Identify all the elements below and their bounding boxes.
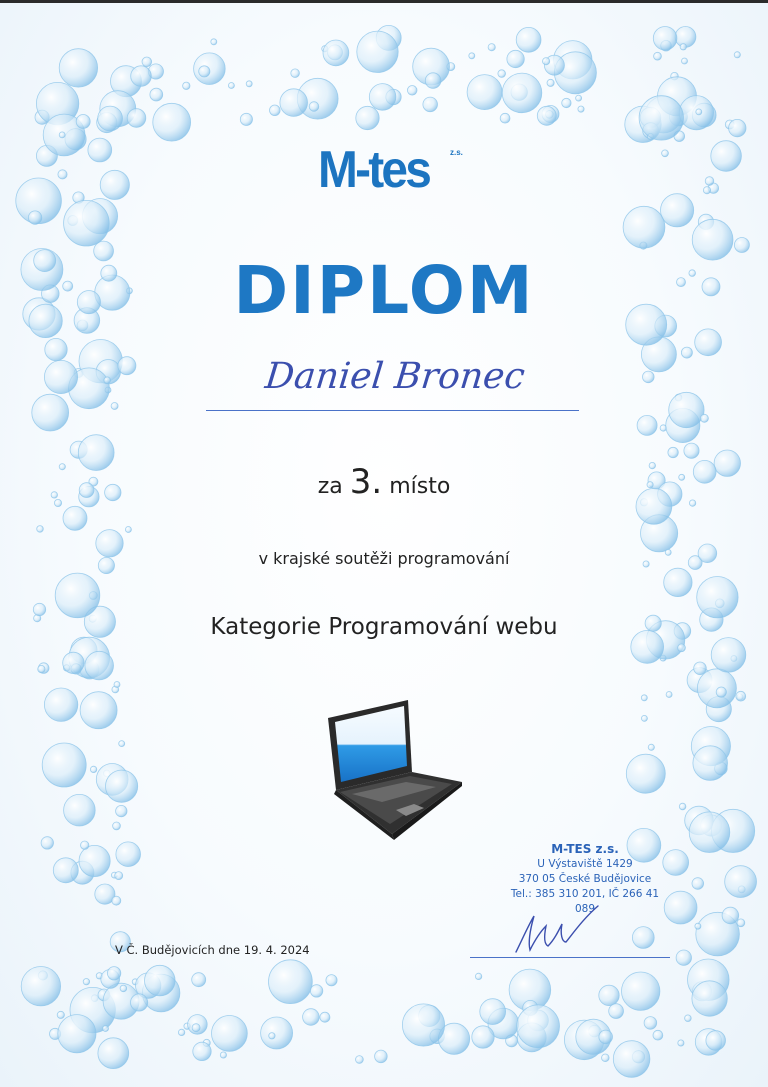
bubble-decoration: [83, 979, 89, 985]
bubble-decoration: [684, 443, 699, 458]
bubble-decoration: [303, 1009, 320, 1026]
bubble-decoration: [578, 106, 584, 112]
organizer-city: 370 05 České Budějovice: [518, 873, 652, 885]
bubble-decoration: [626, 754, 665, 793]
bubble-decoration: [517, 1005, 560, 1048]
bubble-decoration: [21, 967, 60, 1006]
bubble-decoration: [114, 682, 120, 688]
bubble-decoration: [716, 687, 726, 697]
bubble-decoration: [320, 1012, 330, 1022]
bubble-decoration: [85, 651, 114, 680]
bubble-decoration: [666, 692, 672, 698]
bubble-decoration: [722, 907, 739, 924]
bubble-decoration: [106, 770, 138, 802]
bubble-decoration: [76, 115, 90, 129]
bubble-decoration: [516, 27, 541, 52]
bubble-decoration: [64, 200, 110, 246]
bubble-decoration: [38, 665, 45, 672]
bubble-decoration: [682, 58, 688, 64]
bubble-decoration: [125, 527, 131, 533]
bubble-decoration: [44, 360, 77, 393]
bubble-decoration: [220, 1052, 226, 1058]
bubble-decoration: [467, 75, 502, 110]
bubble-decoration: [599, 985, 619, 1005]
bubble-decoration: [280, 89, 308, 117]
bubble-decoration: [547, 79, 554, 86]
bubble-decoration: [425, 73, 441, 89]
bubble-decoration: [45, 338, 67, 360]
bubble-decoration: [664, 568, 692, 596]
bubble-decoration: [537, 106, 556, 125]
bubble-decoration: [609, 1004, 624, 1019]
bubble-decoration: [192, 973, 206, 987]
bubble-decoration: [736, 691, 746, 701]
bubble-decoration: [654, 52, 662, 60]
bubble-decoration: [178, 1029, 184, 1035]
bubble-decoration: [729, 119, 746, 136]
bubble-decoration: [142, 57, 152, 67]
bubble-decoration: [199, 66, 210, 77]
bubble-decoration: [240, 113, 252, 125]
bubble-decoration: [153, 103, 191, 141]
bubble-decoration: [58, 1015, 96, 1053]
bubble-decoration: [112, 896, 121, 905]
bubble-decoration: [680, 44, 686, 50]
bubble-decoration: [693, 746, 728, 781]
bubble-decoration: [681, 347, 692, 358]
bubble-decoration: [90, 766, 96, 772]
bubble-decoration: [696, 109, 702, 115]
bubble-decoration: [678, 644, 686, 652]
organizer-street: U Výstaviště 1429: [537, 858, 633, 870]
bubble-decoration: [369, 84, 396, 111]
bubble-decoration: [472, 1026, 494, 1048]
diploma-title: DIPLOM: [233, 252, 535, 329]
bubble-decoration: [116, 805, 127, 816]
bubble-decoration: [211, 39, 217, 45]
bubble-decoration: [734, 52, 740, 58]
bubble-decoration: [98, 1038, 129, 1069]
bubble-decoration: [469, 53, 475, 59]
bubble-decoration: [613, 1041, 650, 1078]
category-text: Kategorie Programování webu: [210, 614, 558, 640]
bubble-decoration: [80, 692, 117, 729]
bubble-decoration: [37, 526, 44, 533]
bubble-decoration: [692, 878, 704, 890]
bubble-decoration: [543, 58, 550, 65]
bubble-decoration: [507, 50, 524, 67]
bubble-decoration: [599, 1030, 613, 1044]
bubble-decoration: [64, 794, 96, 826]
bubble-decoration: [119, 741, 125, 747]
bubble-decoration: [57, 1011, 64, 1018]
placement-suffix: místo: [389, 474, 451, 499]
bubble-decoration: [59, 132, 65, 138]
bubble-decoration: [261, 1017, 293, 1049]
recipient-underline: [206, 410, 579, 411]
bubble-decoration: [700, 414, 708, 422]
bubble-decoration: [116, 842, 141, 867]
bubble-decoration: [576, 95, 582, 101]
bubble-decoration: [323, 40, 349, 66]
bubble-decoration: [118, 357, 136, 375]
bubble-decoration: [622, 972, 660, 1010]
bubble-decoration: [113, 822, 121, 830]
bubble-decoration: [270, 105, 281, 116]
bubble-decoration: [641, 695, 647, 701]
bubble-decoration: [678, 1040, 684, 1046]
bubble-decoration: [212, 1016, 248, 1052]
organizer-contact: Tel.: 385 310 201, IČ 266 41 089: [510, 888, 660, 915]
placement-prefix: za: [317, 474, 343, 499]
bubble-decoration: [697, 669, 736, 708]
bubble-decoration: [407, 86, 417, 96]
bubble-decoration: [145, 965, 176, 996]
bubble-decoration: [669, 392, 704, 427]
bubble-decoration: [679, 803, 686, 810]
bubble-decoration: [697, 577, 738, 618]
bubble-decoration: [637, 415, 657, 435]
bubble-decoration: [111, 403, 118, 410]
bubble-decoration: [694, 662, 707, 675]
bubble-decoration: [32, 394, 69, 431]
bubble-decoration: [53, 858, 78, 883]
competition-text: v krajské soutěži programování: [258, 549, 510, 568]
bubble-decoration: [480, 999, 506, 1025]
bubble-decoration: [131, 66, 152, 87]
signature-mark: [508, 902, 608, 958]
bubble-decoration: [703, 187, 710, 194]
bubble-decoration: [502, 73, 542, 113]
bubble-decoration: [488, 44, 495, 51]
bubble-decoration: [375, 1050, 388, 1063]
bubble-decoration: [228, 83, 234, 89]
bubble-decoration: [498, 70, 506, 78]
bubble-decoration: [269, 1033, 275, 1039]
bubble-decoration: [706, 1031, 726, 1051]
bubble-decoration: [192, 1024, 200, 1032]
logo: [318, 141, 464, 199]
bubble-decoration: [269, 960, 313, 1004]
bubble-decoration: [356, 106, 379, 129]
bubble-decoration: [309, 102, 319, 112]
bubble-decoration: [103, 1026, 109, 1032]
bubble-decoration: [44, 688, 77, 721]
signature-line: [470, 957, 670, 958]
bubble-decoration: [42, 743, 86, 787]
bubble-decoration: [668, 447, 678, 457]
bubble-decoration: [676, 950, 691, 965]
bubble-decoration: [357, 31, 398, 72]
bubble-decoration: [632, 927, 654, 949]
bubble-decoration: [661, 194, 694, 227]
bubble-decoration: [644, 1017, 657, 1030]
bubble-decoration: [689, 812, 730, 853]
bubble-decoration: [475, 973, 481, 979]
bubble-decoration: [310, 985, 322, 997]
bubble-decoration: [193, 1042, 211, 1060]
bubble-decoration: [705, 177, 714, 186]
bubble-decoration: [711, 141, 742, 172]
bubble-decoration: [695, 329, 722, 356]
bubble-decoration: [183, 82, 190, 89]
bubble-decoration: [150, 88, 163, 101]
laptop-icon: [326, 698, 466, 843]
logo-text: M-tes: [318, 141, 430, 199]
bubble-decoration: [662, 150, 669, 157]
bubble-decoration: [115, 872, 123, 880]
bubble-decoration: [41, 837, 53, 849]
bubble-decoration: [641, 715, 647, 721]
bubble-decoration: [639, 96, 683, 140]
bubble-decoration: [246, 81, 252, 87]
bubble-decoration: [356, 1056, 364, 1064]
placement: [0, 462, 768, 502]
bubble-decoration: [63, 652, 84, 673]
recipient-name: Daniel Bronec: [263, 356, 527, 397]
bubble-decoration: [100, 170, 129, 199]
logo-suffix: z.s.: [450, 148, 463, 157]
bubble-decoration: [500, 113, 510, 123]
bubble-decoration: [58, 170, 67, 179]
bubble-decoration: [695, 923, 701, 929]
organizer-name: M-TES z.s.: [551, 842, 619, 856]
bubble-decoration: [107, 967, 120, 980]
bubble-decoration: [88, 138, 112, 162]
bubble-decoration: [653, 27, 677, 51]
bubble-decoration: [131, 994, 148, 1011]
bubble-decoration: [79, 845, 110, 876]
bubble-decoration: [737, 919, 745, 927]
bubble-decoration: [28, 211, 41, 224]
bubble-decoration: [562, 98, 571, 107]
bubble-decoration: [623, 206, 665, 248]
bubble-decoration: [685, 1015, 692, 1022]
bubble-decoration: [734, 238, 749, 253]
bubble-decoration: [725, 866, 757, 898]
bubble-decoration: [711, 638, 746, 673]
bubble-decoration: [692, 981, 727, 1016]
bubble-decoration: [326, 975, 337, 986]
bubble-decoration: [291, 69, 300, 78]
bubble-decoration: [653, 1030, 663, 1040]
bubble-decoration: [423, 97, 438, 112]
bubble-decoration: [104, 377, 111, 384]
bubble-decoration: [402, 1004, 444, 1046]
bubble-decoration: [120, 985, 127, 992]
bubble-decoration: [643, 371, 655, 383]
bubble-decoration: [81, 841, 89, 849]
bubble-decoration: [98, 106, 123, 131]
date-line: V Č. Budějovicích dne 19. 4. 2024: [115, 943, 310, 957]
bubble-decoration: [648, 744, 654, 750]
bubble-decoration: [602, 1054, 610, 1062]
bubble-decoration: [63, 506, 87, 530]
bubble-decoration: [127, 109, 146, 128]
bubble-decoration: [59, 49, 97, 87]
bubble-decoration: [55, 573, 100, 618]
placement-number: 3.: [349, 462, 383, 502]
